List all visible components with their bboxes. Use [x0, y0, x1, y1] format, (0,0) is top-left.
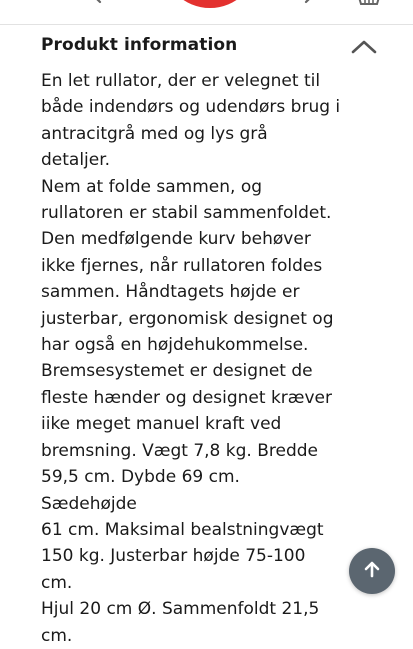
logo-icon[interactable] [162, 0, 258, 8]
cart-icon[interactable] [356, 0, 382, 8]
chevron-right-icon[interactable] [300, 0, 320, 6]
section-title: Produkt information [41, 35, 238, 55]
product-description: En let rullator, der er velegnet til både indendørs og udendørs brug i antracitgrå med og lys grå detaljer. Nem at folde sammen, og rullatoren er stabil sammenfoldet. Den medfølgende kurv behøver ikke fjernes, når rullatoren foldes sammen. Håndtagets højde er justerbar, ergonomisk designet og har også en højdehukommelse. Bremsesystemet er designet de fleste hænder og designet kræver iike meget manuel kraft ved bremsning. Vægt 7,8 kg. Bredde 59,5 cm. Dybde 69 cm. Sædehøjde 61 cm. Maksimal bealstningvægt 150 kg. Justerbar højde 75-100 cm. Hjul 20 cm Ø. Sammenfoldt 21,5 cm. [41, 71, 341, 646]
top-bar [0, 0, 413, 25]
product-info-header[interactable] [0, 24, 413, 68]
chevron-left-icon[interactable] [86, 0, 106, 6]
chevron-up-icon [346, 34, 382, 60]
arrow-up-icon [362, 559, 382, 579]
collapse-toggle-button[interactable] [346, 34, 382, 60]
scroll-to-top-button[interactable] [349, 548, 395, 594]
